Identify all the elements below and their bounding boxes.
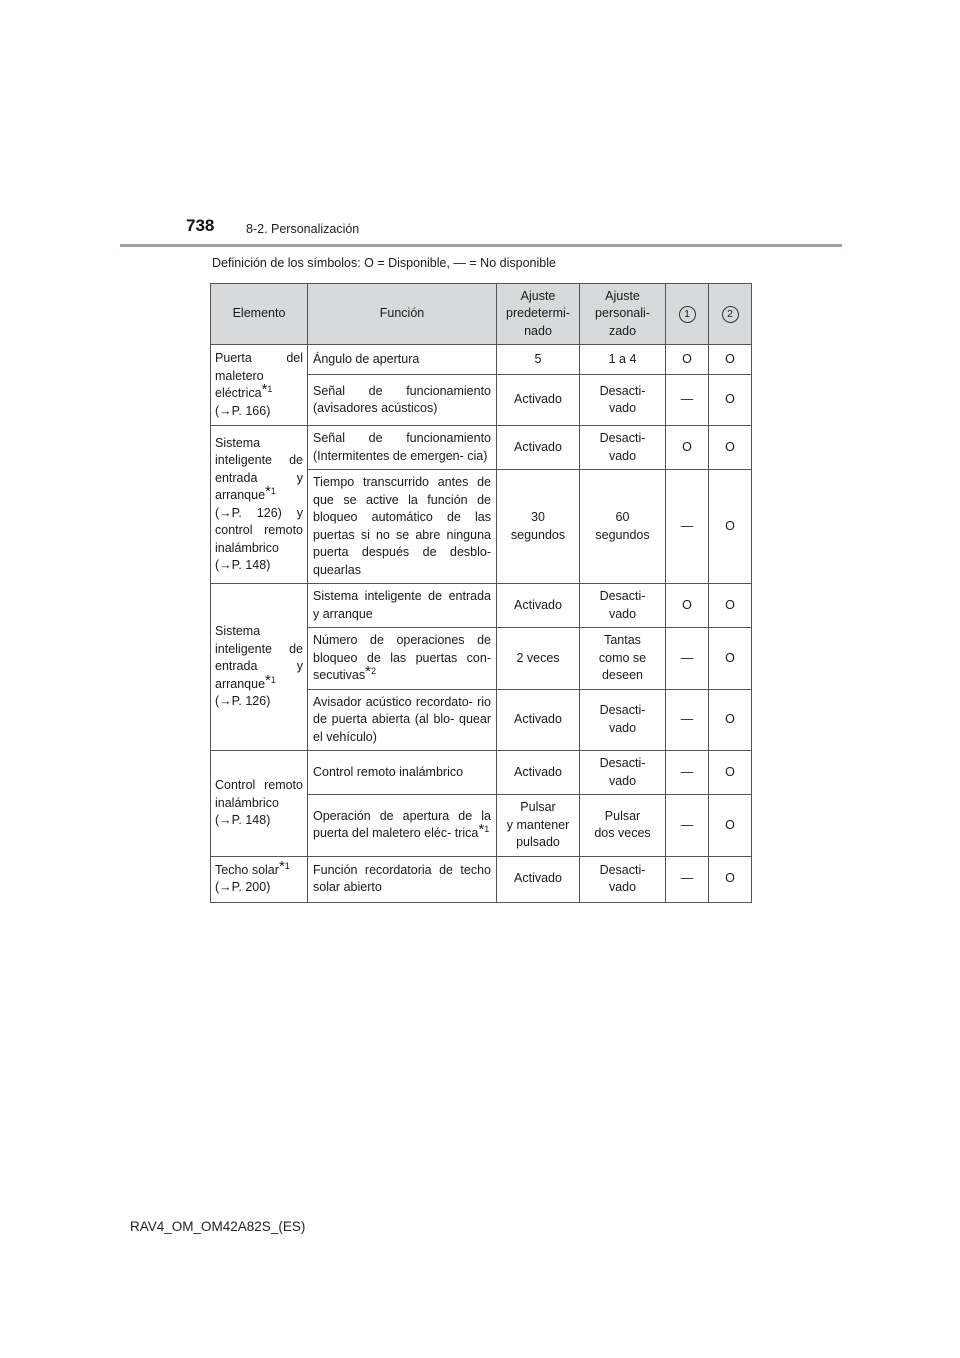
custom-setting-cell: Pulsar dos veces bbox=[580, 795, 666, 857]
function-cell bbox=[308, 689, 497, 751]
function-text: Señal de funcionamiento (avisadores acústicos) bbox=[313, 383, 491, 416]
function-asterisk-icon: * bbox=[478, 821, 485, 839]
default-setting-cell: Activado bbox=[497, 856, 580, 902]
function-cell bbox=[308, 856, 497, 902]
custom-setting-cell: Desacti- vado bbox=[580, 689, 666, 751]
availability-method-1-cell: O bbox=[666, 345, 709, 375]
custom-setting-cell: Desacti- vado bbox=[580, 751, 666, 795]
availability-method-1-cell: O bbox=[666, 584, 709, 628]
element-footnote-number: 1 bbox=[284, 860, 290, 871]
table-row bbox=[211, 584, 752, 628]
custom-setting-cell: Desacti- vado bbox=[580, 584, 666, 628]
default-setting-cell: Activado bbox=[497, 426, 580, 470]
function-cell bbox=[308, 584, 497, 628]
availability-method-2-cell: O bbox=[709, 345, 752, 375]
element-name: Sistema inteligente de entrada y arranque bbox=[215, 624, 303, 691]
element-footnote-number: 1 bbox=[270, 674, 276, 685]
element-cell bbox=[211, 856, 308, 902]
custom-setting-cell: 60 segundos bbox=[580, 470, 666, 584]
header-funcion: Función bbox=[308, 284, 497, 345]
availability-method-2-cell: O bbox=[709, 795, 752, 857]
availability-method-1-cell: — bbox=[666, 689, 709, 751]
element-name: Control remoto inalámbrico bbox=[215, 778, 303, 810]
default-setting-cell: 2 veces bbox=[497, 628, 580, 690]
custom-setting-cell: Desacti- vado bbox=[580, 375, 666, 426]
table-row bbox=[211, 345, 752, 375]
default-setting-cell: 5 bbox=[497, 345, 580, 375]
availability-method-2-cell: O bbox=[709, 426, 752, 470]
element-page-reference: (→P. 166) bbox=[215, 403, 271, 418]
function-cell bbox=[308, 345, 497, 375]
function-text: Operación de apertura de la puerta del maletero eléc- trica bbox=[313, 808, 491, 841]
function-text: Función recordatoria de techo solar abierto bbox=[313, 862, 491, 894]
header-ajuste-personalizado bbox=[580, 284, 666, 345]
circled-number-1-icon: 1 bbox=[679, 306, 696, 323]
element-asterisk-icon: * bbox=[261, 381, 268, 398]
function-text: Avisador acústico recordato- rio de puerta abierta (al blo- quear el vehículo) bbox=[313, 694, 491, 744]
element-asterisk-icon: * bbox=[265, 671, 271, 689]
function-cell bbox=[308, 751, 497, 795]
function-text: Tiempo transcurrido antes de que se active la función de bloqueo automático de las puertas si no se abre ninguna puerta después de desblo- quearlas bbox=[313, 475, 491, 577]
default-setting-cell: Activado bbox=[497, 375, 580, 426]
customization-table bbox=[210, 283, 752, 903]
element-page-reference: (→P. 126) bbox=[215, 694, 271, 709]
availability-method-2-cell: O bbox=[709, 751, 752, 795]
element-name: Sistema inteligente de entrada y arranque bbox=[215, 435, 303, 502]
function-cell bbox=[308, 375, 497, 426]
availability-method-2-cell: O bbox=[709, 584, 752, 628]
custom-setting-cell: Tantas como se deseen bbox=[580, 628, 666, 690]
element-asterisk-icon: * bbox=[278, 857, 285, 875]
function-text: Sistema inteligente de entrada y arranque bbox=[313, 589, 491, 621]
table-header-row bbox=[211, 284, 752, 345]
header-ajuste-predeterminado-label: Ajuste predetermi- nado bbox=[506, 288, 570, 338]
default-setting-cell: 30 segundos bbox=[497, 470, 580, 584]
element-footnote-number: 1 bbox=[267, 384, 273, 394]
default-setting-cell: Activado bbox=[497, 751, 580, 795]
element-cell bbox=[211, 751, 308, 857]
customization-table-container bbox=[210, 283, 751, 903]
header-ajuste-personalizado-label: Ajuste personali- zado bbox=[595, 288, 650, 338]
availability-method-2-cell: O bbox=[709, 470, 752, 584]
circled-number-2-icon: 2 bbox=[722, 306, 739, 323]
symbol-legend: Definición de los símbolos: O = Disponible, — = No disponible bbox=[212, 256, 556, 270]
availability-method-1-cell: — bbox=[666, 470, 709, 584]
custom-setting-cell: Desacti- vado bbox=[580, 856, 666, 902]
function-footnote-number: 2 bbox=[370, 666, 376, 676]
availability-method-1-cell: — bbox=[666, 856, 709, 902]
element-cell bbox=[211, 345, 308, 426]
table-body bbox=[211, 345, 752, 903]
function-text: Control remoto inalámbrico bbox=[313, 764, 464, 779]
section-title: 8-2. Personalización bbox=[246, 222, 360, 236]
default-setting-cell: Pulsar y mantener pulsado bbox=[497, 795, 580, 857]
header-column-1 bbox=[666, 284, 709, 345]
availability-method-1-cell: — bbox=[666, 628, 709, 690]
function-cell bbox=[308, 795, 497, 857]
availability-method-2-cell: O bbox=[709, 375, 752, 426]
availability-method-2-cell: O bbox=[709, 628, 752, 690]
element-page-reference: (→P. 148) bbox=[215, 813, 271, 827]
availability-method-1-cell: — bbox=[666, 751, 709, 795]
custom-setting-cell: Desacti- vado bbox=[580, 426, 666, 470]
element-cell bbox=[211, 584, 308, 751]
page-number: 738 bbox=[186, 216, 215, 235]
availability-method-1-cell: — bbox=[666, 375, 709, 426]
function-cell bbox=[308, 628, 497, 690]
element-cell bbox=[211, 426, 308, 584]
availability-method-2-cell: O bbox=[709, 689, 752, 751]
custom-setting-cell: 1 a 4 bbox=[580, 345, 666, 375]
element-asterisk-icon: * bbox=[265, 483, 271, 500]
availability-method-1-cell: — bbox=[666, 795, 709, 857]
availability-method-2-cell: O bbox=[709, 856, 752, 902]
element-page-reference: (→P. 200) bbox=[215, 880, 271, 894]
element-name: Puerta del maletero eléctrica bbox=[215, 351, 303, 400]
header-column-2 bbox=[709, 284, 752, 345]
table-row bbox=[211, 856, 752, 902]
function-footnote-number: 1 bbox=[484, 824, 490, 835]
element-name: Techo solar bbox=[215, 862, 279, 877]
function-cell bbox=[308, 470, 497, 584]
function-cell bbox=[308, 426, 497, 470]
default-setting-cell: Activado bbox=[497, 689, 580, 751]
element-footnote-number: 1 bbox=[270, 486, 276, 496]
function-asterisk-icon: * bbox=[365, 663, 371, 680]
function-text: Señal de funcionamiento (Intermitentes de emergen- cia) bbox=[313, 431, 491, 463]
function-text: Número de operaciones de bloqueo de las puertas con- secutivas bbox=[313, 633, 491, 682]
table-row bbox=[211, 751, 752, 795]
header-ajuste-predeterminado bbox=[497, 284, 580, 345]
header-elemento: Elemento bbox=[211, 284, 308, 345]
document-code: RAV4_OM_OM42A82S_(ES) bbox=[130, 1219, 306, 1234]
default-setting-cell: Activado bbox=[497, 584, 580, 628]
function-text: Ángulo de apertura bbox=[313, 351, 420, 366]
header-divider bbox=[120, 244, 842, 247]
element-page-reference: (→P. 126) y control remoto inalámbrico (→P. 148) bbox=[215, 505, 303, 572]
availability-method-1-cell: O bbox=[666, 426, 709, 470]
table-row bbox=[211, 426, 752, 470]
